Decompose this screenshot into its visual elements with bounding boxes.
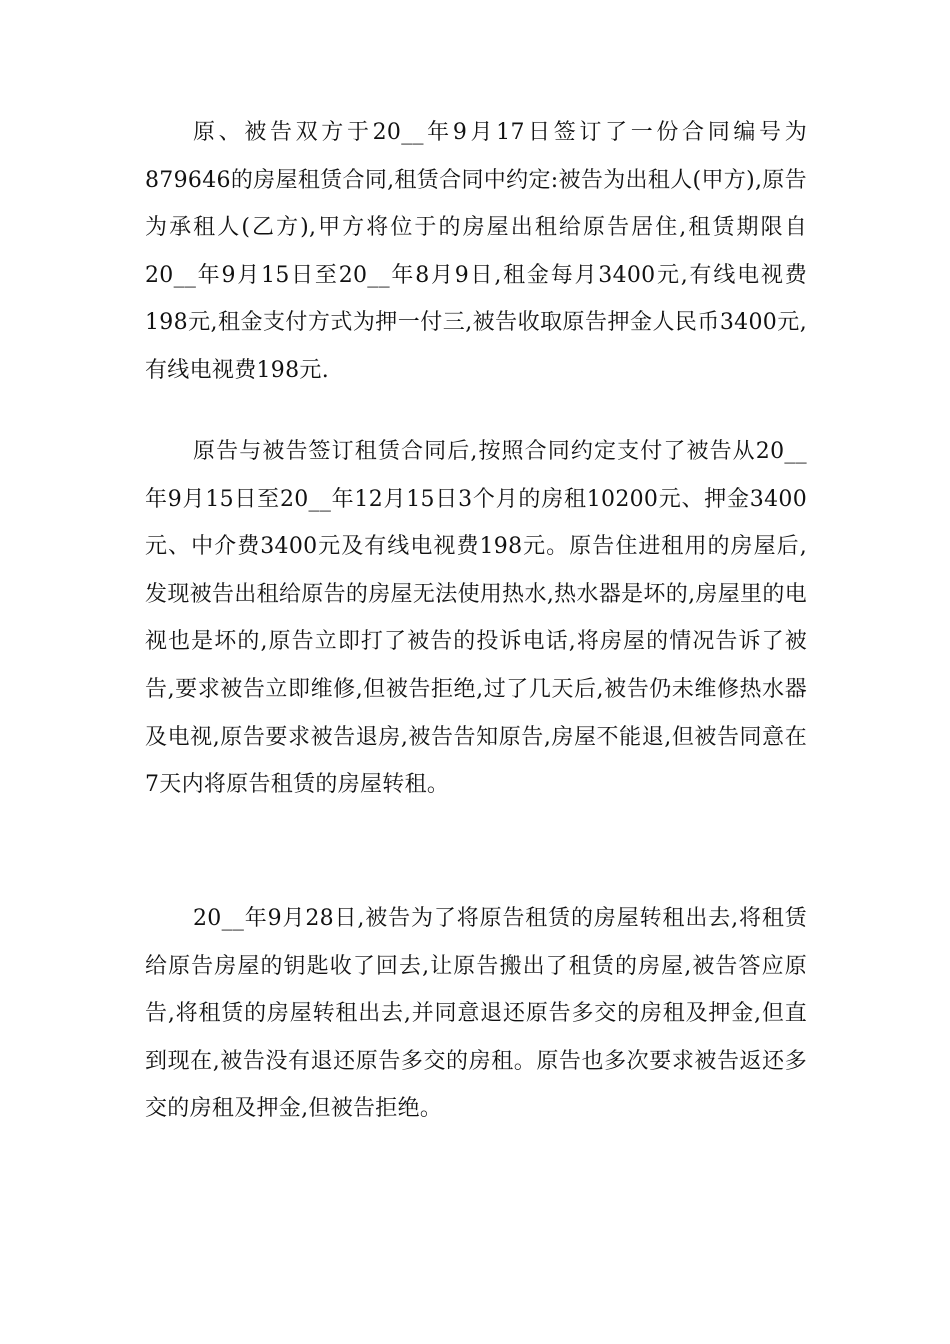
paragraph-payment-and-defects: 原告与被告签订租赁合同后,按照合同约定支付了被告从20__年9月15日至20__年12月15日3个月的房租10200元、押金3400元、中介费3400元及有线电视费198元。原告住进租用的房屋后,发现被告出租给原告的房屋无法使用热水,热水器是坏的,房屋里的电视也是坏的,原告立即打了被告的投诉电话,将房屋的情况告诉了被告,要求被告立即维修,但被告拒绝,过了几天后,被告仍未维修热水器及电视,原告要求被告退房,被告告知原告,房屋不能退,但被告同意在7天内将原告租赁的房屋转租。 [145, 439, 807, 798]
paragraph-contract-terms: 原、被告双方于20__年9月17日签订了一份合同编号为879646的房屋租赁合同,租赁合同中约定:被告为出租人(甲方),原告为承租人(乙方),甲方将位于的房屋出租给原告居住,租赁期限自20__年9月15日至20__年8月9日,租金每月3400元,有线电视费198元,租金支付方式为押一付三,被告收取原告押金人民币3400元,有线电视费198元. [145, 120, 807, 383]
paragraph-sublet-and-refund: 20__年9月28日,被告为了将原告租赁的房屋转租出去,将租赁给原告房屋的钥匙收了回去,让原告搬出了租赁的房屋,被告答应原告,将租赁的房屋转租出去,并同意退还原告多交的房租及押金,但直到现在,被告没有退还原告多交的房租。原告也多次要求被告返还多交的房租及押金,但被告拒绝。 [145, 906, 807, 1122]
